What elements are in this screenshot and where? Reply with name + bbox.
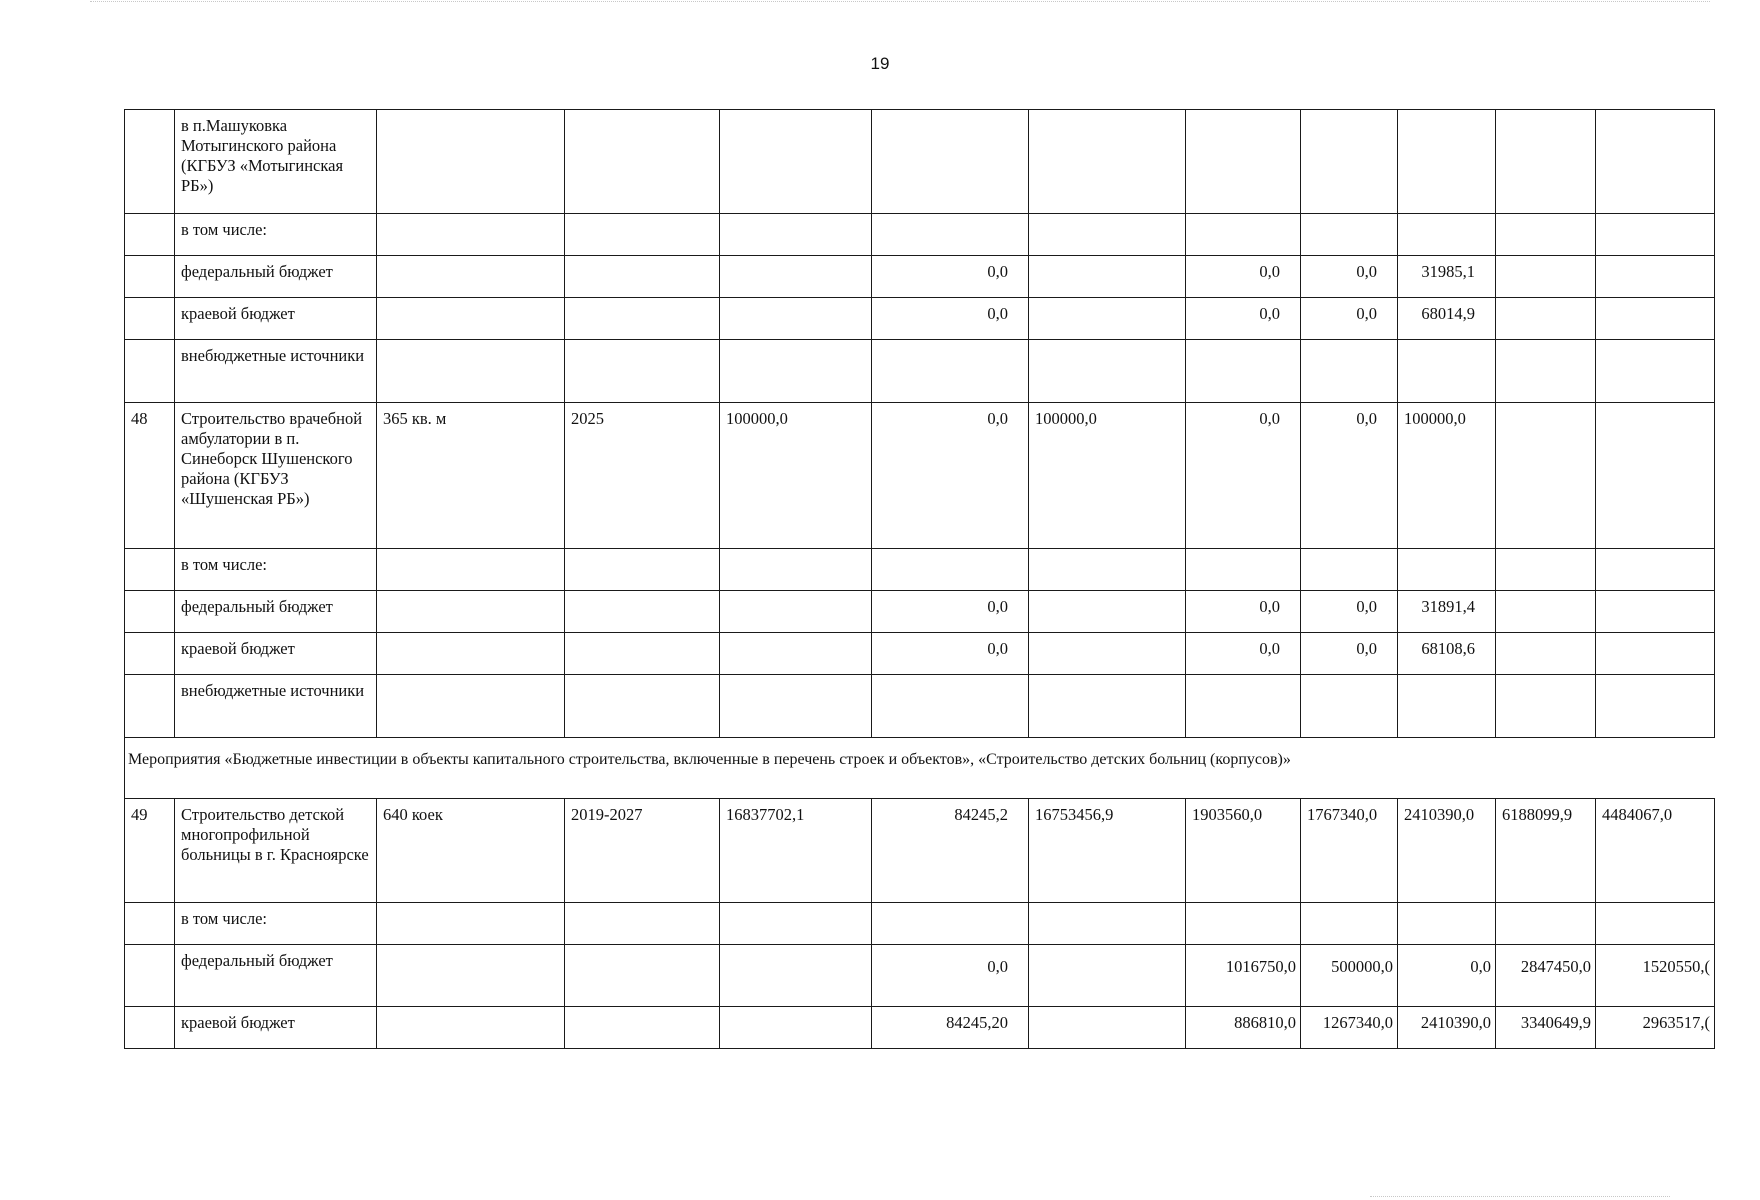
cell-name: в том числе: [175, 903, 377, 945]
budget-table-container [124, 109, 1710, 1049]
cell-name: краевой бюджет [175, 298, 377, 340]
cell-name: в том числе: [175, 549, 377, 591]
cell-value: 100000,0 [1029, 403, 1186, 549]
cell-value: 2963517,( [1596, 1007, 1715, 1049]
table-row [125, 298, 1715, 340]
scan-top-edge [90, 1, 1710, 2]
cell-years: 2019-2027 [565, 799, 720, 903]
cell-value: 1267340,0 [1301, 1007, 1398, 1049]
section-row [125, 738, 1715, 799]
cell-name: краевой бюджет [175, 633, 377, 675]
cell-value: 100000,0 [1398, 403, 1496, 549]
cell-value: 0,0 [1398, 945, 1496, 1007]
cell-name: федеральный бюджет [175, 256, 377, 298]
cell-value: 0,0 [1301, 633, 1398, 675]
cell-name: Строительство детской многопрофильной больницы в г. Красноярске [175, 799, 377, 903]
table-row [125, 675, 1715, 738]
table-row [125, 945, 1715, 1007]
cell-value: 1903560,0 [1186, 799, 1301, 903]
section-heading: Мероприятия «Бюджетные инвестиции в объекты капитального строительства, включенные в перечень строек и объектов», «Строительство детских больниц (корпусов)» [125, 738, 1715, 799]
cell-value: 1016750,0 [1186, 945, 1301, 1007]
scan-bottom-edge [1370, 1196, 1670, 1197]
cell-value: 2847450,0 [1496, 945, 1596, 1007]
table-row [125, 799, 1715, 903]
cell-value: 0,0 [1301, 403, 1398, 549]
cell-name: федеральный бюджет [175, 945, 377, 1007]
cell-capacity: 640 коек [377, 799, 565, 903]
cell-value: 6188099,9 [1496, 799, 1596, 903]
cell-value: 0,0 [1301, 256, 1398, 298]
cell-value: 2410390,0 [1398, 1007, 1496, 1049]
cell-value: 1767340,0 [1301, 799, 1398, 903]
cell-name: в том числе: [175, 214, 377, 256]
cell-value: 0,0 [1301, 591, 1398, 633]
cell-value: 886810,0 [1186, 1007, 1301, 1049]
cell-num [125, 110, 175, 214]
cell-value: 0,0 [872, 298, 1029, 340]
table-row [125, 633, 1715, 675]
cell-value: 0,0 [872, 256, 1029, 298]
cell-value: 0,0 [872, 633, 1029, 675]
cell-value: 0,0 [1186, 256, 1301, 298]
table-row [125, 903, 1715, 945]
cell-value: 0,0 [1301, 298, 1398, 340]
cell-value: 68014,9 [1398, 298, 1496, 340]
cell-value: 84245,20 [872, 1007, 1029, 1049]
table-row [125, 110, 1715, 214]
cell-value: 0,0 [1186, 633, 1301, 675]
table-row [125, 403, 1715, 549]
cell-value: 2410390,0 [1398, 799, 1496, 903]
cell-value: 0,0 [872, 403, 1029, 549]
table-row [125, 214, 1715, 256]
cell-value: 84245,2 [872, 799, 1029, 903]
cell-value: 0,0 [872, 591, 1029, 633]
table-row [125, 549, 1715, 591]
cell-value: 31985,1 [1398, 256, 1496, 298]
cell-value: 4484067,0 [1596, 799, 1715, 903]
cell-value: 16837702,1 [720, 799, 872, 903]
budget-table [124, 109, 1715, 1049]
cell-num: 49 [125, 799, 175, 903]
cell-value: 500000,0 [1301, 945, 1398, 1007]
table-row [125, 591, 1715, 633]
cell-name: внебюджетные источники [175, 340, 377, 403]
table-row [125, 340, 1715, 403]
cell-value: 31891,4 [1398, 591, 1496, 633]
cell-name: внебюджетные источники [175, 675, 377, 738]
cell-num: 48 [125, 403, 175, 549]
cell-value: 0,0 [1186, 298, 1301, 340]
cell-value: 68108,6 [1398, 633, 1496, 675]
cell-name: Строительство врачебной амбулатории в п. Синеборск Шушенского района (КГБУЗ «Шушенская РБ») [175, 403, 377, 549]
cell-value: 16753456,9 [1029, 799, 1186, 903]
cell-value: 3340649,9 [1496, 1007, 1596, 1049]
cell-name: краевой бюджет [175, 1007, 377, 1049]
table-row [125, 256, 1715, 298]
cell-years: 2025 [565, 403, 720, 549]
cell-name: в п.Машуковка Мотыгинского района (КГБУЗ «Мотыгинская РБ») [175, 110, 377, 214]
cell-name: федеральный бюджет [175, 591, 377, 633]
cell-value: 0,0 [1186, 403, 1301, 549]
table-row [125, 1007, 1715, 1049]
page-number: 19 [870, 54, 890, 73]
cell-value: 0,0 [1186, 591, 1301, 633]
cell-value: 0,0 [872, 945, 1029, 1007]
cell-value: 100000,0 [720, 403, 872, 549]
cell-capacity: 365 кв. м [377, 403, 565, 549]
cell-value: 1520550,( [1596, 945, 1715, 1007]
